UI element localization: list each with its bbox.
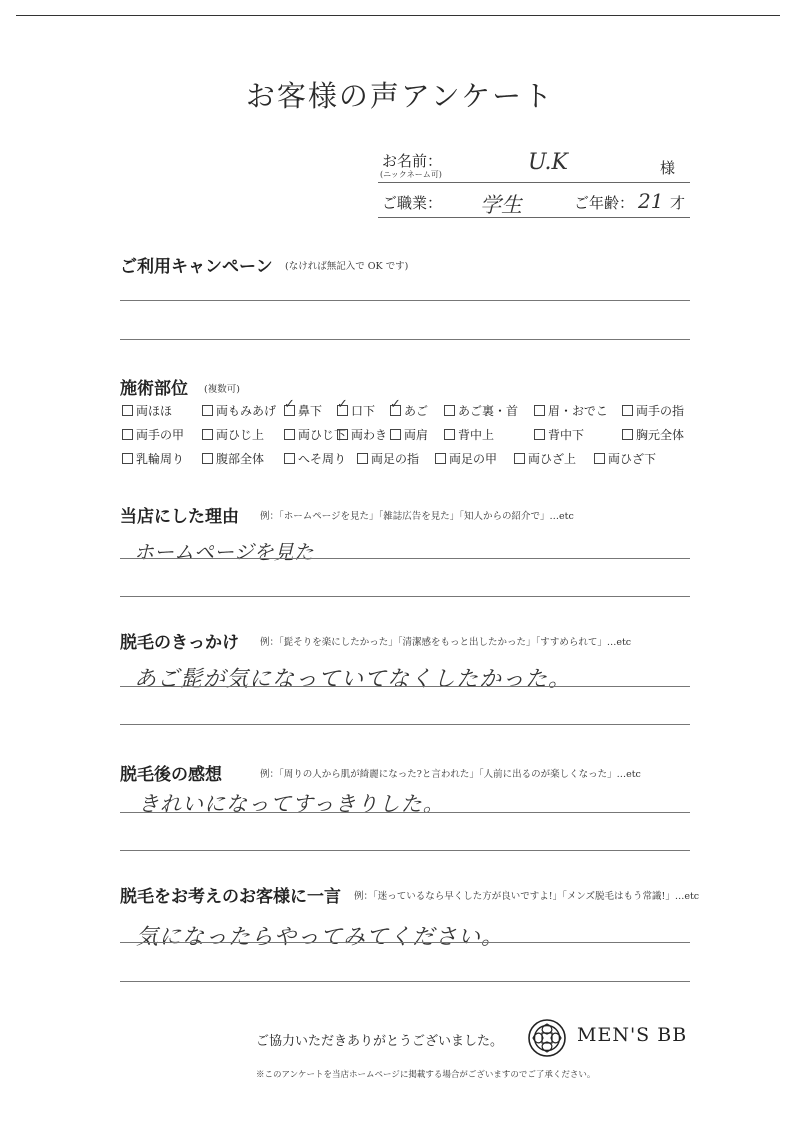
empty-box-icon[interactable] bbox=[534, 405, 545, 416]
area-checkbox-label: 両足の甲 bbox=[449, 452, 498, 466]
brand-name: MEN'S BB bbox=[577, 1024, 688, 1046]
top-rule bbox=[16, 15, 780, 16]
checked-box-icon[interactable] bbox=[337, 405, 348, 416]
customer-info bbox=[378, 148, 690, 218]
message-line-1[interactable] bbox=[120, 942, 690, 943]
area-checkbox[interactable] bbox=[357, 450, 419, 467]
empty-box-icon[interactable] bbox=[202, 453, 213, 464]
area-checkbox-label: 両手の指 bbox=[636, 404, 685, 418]
name-value[interactable]: U.K bbox=[528, 150, 568, 175]
impression-note: 例：「周りの人から肌が綺麗になった?と言われた」「人前に出るのが楽しくなった」…etc bbox=[260, 769, 641, 780]
empty-box-icon[interactable] bbox=[122, 405, 133, 416]
checked-box-icon[interactable] bbox=[284, 405, 295, 416]
reason-title: 当店にした理由 bbox=[120, 507, 239, 527]
area-checkbox-label: 眉・おでこ bbox=[548, 404, 608, 418]
area-checkbox[interactable] bbox=[444, 402, 518, 419]
trigger-note: 例：「髭そりを楽にしたかった」「清潔感をもっと出したかった」「すすめられて」…etc bbox=[260, 637, 632, 648]
area-checkbox[interactable] bbox=[435, 450, 497, 467]
impression-answer[interactable]: きれいになってすっきりした。 bbox=[138, 792, 445, 816]
message-answer[interactable]: 気になったらやってみてください。 bbox=[136, 925, 505, 950]
area-checkbox[interactable] bbox=[390, 402, 428, 419]
reason-line-2[interactable] bbox=[120, 596, 690, 597]
area-checkbox[interactable] bbox=[122, 450, 184, 467]
area-checkbox-label: 両足の指 bbox=[371, 452, 420, 466]
job-label: ご職業： bbox=[382, 194, 443, 212]
area-checkbox-label: 両ひざ下 bbox=[608, 452, 657, 466]
empty-box-icon[interactable] bbox=[444, 405, 455, 416]
empty-box-icon[interactable] bbox=[202, 405, 213, 416]
thanks-message: ご協力いただきありがとうございました。 bbox=[256, 1034, 504, 1049]
area-checkbox-label: 腹部全体 bbox=[216, 452, 265, 466]
area-row bbox=[122, 402, 702, 426]
area-checkbox-label: あご bbox=[404, 404, 429, 418]
empty-box-icon[interactable] bbox=[122, 453, 133, 464]
areas-section bbox=[120, 374, 690, 398]
campaign-title: ご利用キャンペーン bbox=[120, 257, 273, 277]
empty-box-icon[interactable] bbox=[337, 429, 348, 440]
empty-box-icon[interactable] bbox=[435, 453, 446, 464]
job-value[interactable]: 学生 bbox=[480, 193, 522, 217]
rose-logo-icon bbox=[527, 1018, 567, 1058]
area-checkbox[interactable] bbox=[122, 426, 184, 443]
empty-box-icon[interactable] bbox=[202, 429, 213, 440]
area-checkbox-label: 口下 bbox=[351, 404, 376, 418]
empty-box-icon[interactable] bbox=[622, 405, 633, 416]
name-row bbox=[378, 148, 690, 183]
areas-note: (複数可) bbox=[204, 384, 240, 395]
area-checkbox[interactable] bbox=[594, 450, 656, 467]
empty-box-icon[interactable] bbox=[284, 453, 295, 464]
age-unit: 才 bbox=[670, 194, 686, 212]
area-checkbox-label: 背中下 bbox=[548, 428, 585, 442]
area-checkbox[interactable] bbox=[622, 402, 684, 419]
area-checkbox[interactable] bbox=[337, 402, 375, 419]
area-checkbox-label: 両肩 bbox=[404, 428, 429, 442]
area-checkbox-label: 両ひじ下 bbox=[298, 428, 347, 442]
area-checkbox[interactable] bbox=[122, 402, 172, 419]
footer-disclaimer: ※このアンケートを当店ホームページに掲載する場合がございますのでご了承ください。 bbox=[256, 1070, 596, 1080]
area-row bbox=[122, 426, 702, 450]
empty-box-icon[interactable] bbox=[390, 429, 401, 440]
area-checkbox[interactable] bbox=[202, 450, 264, 467]
area-checkbox[interactable] bbox=[337, 426, 387, 443]
impression-title: 脱毛後の感想 bbox=[120, 765, 222, 785]
area-checkbox[interactable] bbox=[534, 402, 608, 419]
job-row bbox=[378, 183, 690, 218]
area-checkbox-label: 両ほほ bbox=[136, 404, 173, 418]
reason-section bbox=[120, 502, 690, 602]
reason-line-1[interactable] bbox=[120, 558, 690, 559]
area-checkbox-label: 背中上 bbox=[458, 428, 495, 442]
area-checkbox-label: 両ひざ上 bbox=[528, 452, 577, 466]
area-checkbox-label: 両手の甲 bbox=[136, 428, 185, 442]
area-checkbox-label: 両わき bbox=[351, 428, 388, 442]
honorific: 様 bbox=[660, 159, 676, 177]
campaign-section bbox=[120, 250, 690, 342]
reason-answer[interactable]: ホームページを見た bbox=[134, 540, 314, 564]
trigger-answer[interactable]: あご髭が気になっていてなくしたかった。 bbox=[134, 667, 572, 692]
impression-line-2[interactable] bbox=[120, 850, 690, 851]
message-note: 例：「迷っているなら早くした方が良いですよ!」「メンズ脱毛はもう常識!」…etc bbox=[354, 891, 700, 902]
area-checkbox-label: 胸元全体 bbox=[636, 428, 685, 442]
trigger-line-2[interactable] bbox=[120, 724, 690, 725]
campaign-note: (なければ無記入で OK です) bbox=[285, 261, 409, 272]
name-label: お名前： bbox=[382, 152, 443, 170]
age-value[interactable]: 21 bbox=[638, 189, 664, 213]
area-checkbox[interactable] bbox=[284, 402, 322, 419]
area-checkbox-label: 乳輪周り bbox=[136, 452, 185, 466]
area-checkbox[interactable] bbox=[622, 426, 684, 443]
empty-box-icon[interactable] bbox=[514, 453, 525, 464]
empty-box-icon[interactable] bbox=[594, 453, 605, 464]
area-checkbox[interactable] bbox=[514, 450, 576, 467]
name-sublabel: (ニックネーム可) bbox=[380, 170, 442, 179]
empty-box-icon[interactable] bbox=[534, 429, 545, 440]
empty-box-icon[interactable] bbox=[444, 429, 455, 440]
area-checkbox-label: へそ周り bbox=[298, 452, 347, 466]
campaign-line-2[interactable] bbox=[120, 339, 690, 340]
message-title: 脱毛をお考えのお客様に一言 bbox=[120, 887, 341, 907]
area-checkbox-label: 両もみあげ bbox=[216, 404, 277, 418]
area-checkbox[interactable] bbox=[202, 402, 276, 419]
area-checkbox[interactable] bbox=[284, 450, 346, 467]
area-checkbox[interactable] bbox=[202, 426, 264, 443]
impression-section bbox=[120, 760, 690, 856]
empty-box-icon[interactable] bbox=[622, 429, 633, 440]
impression-line-1[interactable] bbox=[120, 812, 690, 813]
page-title: お客様の声アンケート bbox=[245, 79, 555, 113]
area-checkbox-label: 両ひじ上 bbox=[216, 428, 265, 442]
campaign-line-1[interactable] bbox=[120, 300, 690, 301]
empty-box-icon[interactable] bbox=[357, 453, 368, 464]
message-line-2[interactable] bbox=[120, 981, 690, 982]
area-row bbox=[122, 450, 702, 474]
message-section bbox=[120, 882, 700, 986]
area-checkbox[interactable] bbox=[444, 426, 494, 443]
empty-box-icon[interactable] bbox=[284, 429, 295, 440]
age-label: ご年齢： bbox=[574, 194, 635, 212]
area-checkbox-label: 鼻下 bbox=[298, 404, 323, 418]
empty-box-icon[interactable] bbox=[122, 429, 133, 440]
area-checkbox-grid bbox=[122, 402, 702, 474]
trigger-section bbox=[120, 628, 690, 728]
area-checkbox[interactable] bbox=[534, 426, 584, 443]
checked-box-icon[interactable] bbox=[390, 405, 401, 416]
trigger-title: 脱毛のきっかけ bbox=[120, 633, 239, 653]
trigger-line-1[interactable] bbox=[120, 686, 690, 687]
area-checkbox-label: あご裏・首 bbox=[458, 404, 519, 418]
reason-note: 例：「ホームページを見た」「雑誌広告を見た」「知人からの紹介で」…etc bbox=[260, 511, 574, 522]
areas-title: 施術部位 bbox=[120, 379, 188, 399]
area-checkbox[interactable] bbox=[390, 426, 428, 443]
